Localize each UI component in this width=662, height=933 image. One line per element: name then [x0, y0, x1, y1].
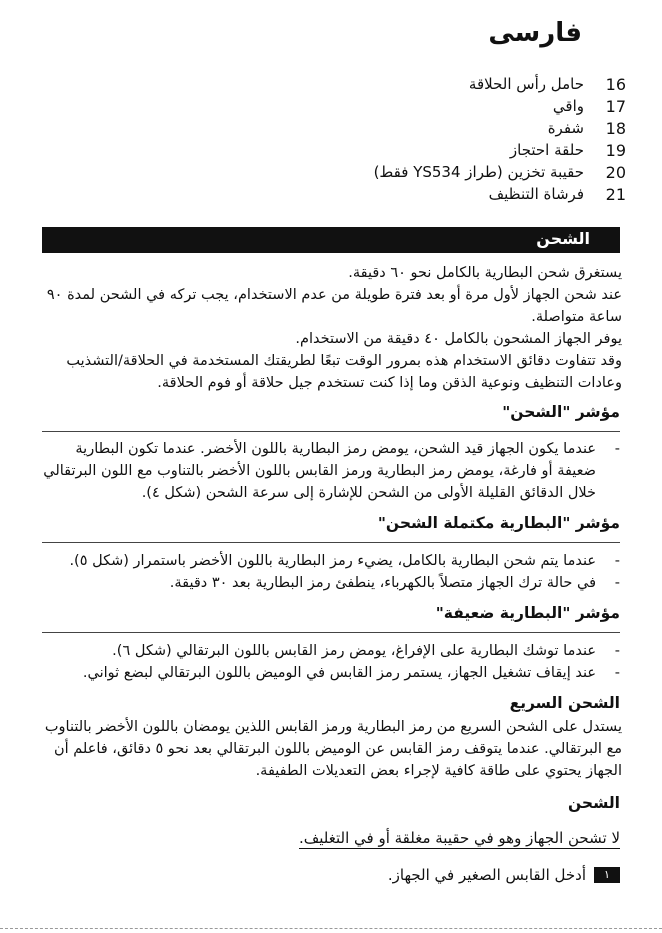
- intro-paragraph: وقد تتفاوت دقائق الاستخدام هذه بمرور الوقت تبعًا لطريقتك المستخدمة في الحلاقة/التشذيب وعادات التنظيف ونوعية الذقن وما إذا كنت تستخدم جيل حلاقة أو فوم الحلاقة.: [66, 353, 622, 391]
- bullet-item: [42, 438, 620, 504]
- indicator-heading: مؤشر "الشحن": [502, 403, 620, 421]
- part-item: [510, 138, 626, 162]
- part-number: 21: [605, 184, 626, 204]
- indicator-heading: مؤشر "البطارية ضعيفة": [435, 604, 620, 622]
- step-item: [388, 866, 620, 884]
- bullet-text: عند إيقاف تشغيل الجهاز، يستمر رمز القابس في الوميض باللون البرتقالي لبضع ثواني.: [82, 665, 596, 681]
- bullet-dash: -: [614, 643, 620, 659]
- part-label: واقي: [552, 97, 584, 115]
- bullet-text: عندما يتم شحن البطارية بالكامل، يضيء رمز البطارية باللون الأخضر باستمرار (شكل ٥).: [69, 553, 596, 569]
- language-heading: فارسی: [488, 18, 582, 48]
- quick-charge-paragraph: يستدل على الشحن السريع من رمز البطارية ورمز القابس اللذين يومضان باللون الأخضر بالتناوب مع البرتقالي. عندما يتوقف رمز القابس عن الوميض باللون البرتقالي بعد نحو ٥ دقائق، فاعلم أن الجهاز يحتوي على طاقة كافية لإجراء بعض التعديلات الطفيفة.: [44, 719, 622, 779]
- part-label: حامل رأس الحلاقة: [468, 75, 584, 93]
- part-item: [553, 94, 626, 118]
- bullet-item: [42, 640, 620, 662]
- part-number: 16: [605, 74, 626, 94]
- part-label: حقيبة تخزين (طراز YS534 فقط): [373, 163, 584, 181]
- section-divider: [42, 632, 620, 633]
- page-footer-rule: [0, 928, 662, 929]
- section-title-bar: [42, 227, 620, 253]
- part-number: 20: [605, 162, 626, 182]
- charging-heading: الشحن: [567, 794, 620, 812]
- bullet-dash: -: [614, 665, 620, 681]
- intro-paragraph: يوفر الجهاز المشحون بالكامل ٤٠ دقيقة من الاستخدام.: [295, 331, 622, 347]
- bullet-text: في حالة ترك الجهاز متصلاً بالكهرباء، ينطفئ رمز البطارية بعد ٣٠ دقيقة.: [169, 575, 596, 591]
- part-number: 17: [605, 96, 626, 116]
- section-divider: [42, 431, 620, 432]
- bullet-dash: -: [614, 575, 620, 591]
- intro-paragraph: يستغرق شحن البطارية بالكامل نحو ٦٠ دقيقة.: [348, 265, 622, 281]
- bullet-item: [42, 662, 620, 684]
- step-text: أدخل القابس الصغير في الجهاز.: [387, 866, 586, 884]
- part-item: [469, 72, 626, 96]
- charging-warning: لا تشحن الجهاز وهو في حقيبة مغلقة أو في التغليف.: [298, 829, 620, 847]
- part-item: [548, 116, 626, 140]
- part-label: فرشاة التنظيف: [488, 185, 584, 203]
- step-number-badge: ١: [594, 867, 620, 883]
- indicator-heading: مؤشر "البطارية مكتملة الشحن": [377, 514, 620, 532]
- intro-paragraph: عند شحن الجهاز لأول مرة أو بعد فترة طويلة من عدم الاستخدام، يجب تركه في الشحن لمدة ٩٠ ساعة متواصلة.: [46, 287, 622, 325]
- part-label: شفرة: [547, 119, 584, 137]
- part-label: حلقة احتجاز: [509, 141, 584, 159]
- bullet-text: عندما توشك البطارية على الإفراغ، يومض رمز القابس باللون البرتقالي (شكل ٦).: [112, 643, 596, 659]
- bullet-item: [42, 550, 620, 572]
- part-number: 19: [605, 140, 626, 160]
- part-number: 18: [605, 118, 626, 138]
- section-divider: [42, 542, 620, 543]
- bullet-dash: -: [614, 553, 620, 569]
- part-item: [489, 182, 626, 206]
- part-item: [374, 160, 626, 184]
- bullet-text: عندما يكون الجهاز قيد الشحن، يومض رمز البطارية باللون الأخضر. عندما تكون البطارية ضعيفة أو فارغة، يومض رمز البطارية ورمز القابس باللون الأخضر بالتناوب مع اللون البرتقالي خلال الدقائق القليلة الأولى من الشحن للإشارة إلى سرعة الشحن (شكل ٤).: [43, 441, 596, 501]
- section-title: الشحن: [536, 229, 590, 248]
- quick-charge-heading: الشحن السريع: [509, 694, 620, 712]
- bullet-dash: -: [614, 441, 620, 457]
- bullet-item: [42, 572, 620, 594]
